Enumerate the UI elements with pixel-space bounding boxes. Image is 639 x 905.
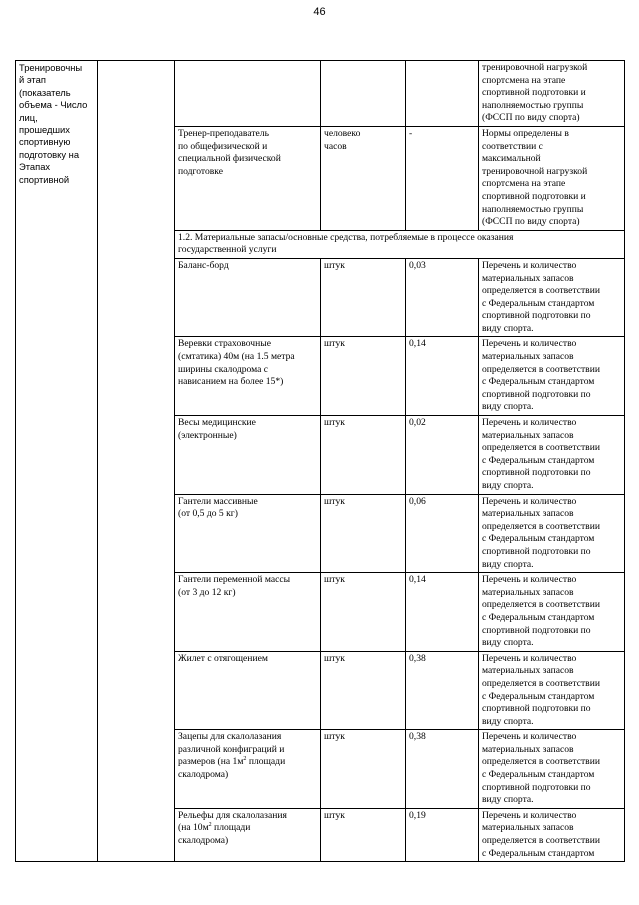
item-name-cell: Гантели массивные (от 0,5 до 5 кг)	[175, 494, 321, 573]
superscript: 2	[243, 756, 247, 763]
value-cell: 0,38	[406, 730, 479, 809]
item-name-cell: Гантели переменной массы (от 3 до 12 кг)	[175, 573, 321, 652]
value-cell: 0,19	[406, 808, 479, 861]
unit-cell: человеко часов	[321, 126, 406, 230]
item-name-cell: Весы медицинские (электронные)	[175, 416, 321, 495]
note-cell: Перечень и количество материальных запасов определяется в соответствии с Федеральным стандартом спортивной подготовки по виду спорта.	[479, 573, 625, 652]
item-name-text: Рельефы для скалолазания (на 10м	[178, 809, 287, 834]
item-name-text: площади скалодрома)	[178, 756, 286, 781]
resource-name-cell	[175, 61, 321, 127]
stage-label-cell: Тренировочны й этап (показатель объема - Число лиц, прошедших спортивную подготовку на Этапах спортивной	[16, 61, 98, 862]
value-cell: 0,06	[406, 494, 479, 573]
resource-table	[15, 60, 625, 862]
unit-cell	[321, 61, 406, 127]
value-cell: 0,14	[406, 337, 479, 416]
value-cell	[406, 61, 479, 127]
item-name-text: Зацепы для скалолазания различной конфиграций и размеров (на 1м	[178, 731, 285, 768]
note-cell: Перечень и количество материальных запасов определяется в соответствии с Федеральным стандартом	[479, 808, 625, 861]
note-cell: Нормы определены в соответствии с максимальной тренировочной нагрузкой спортсмена на этапе спортивной подготовки и наполняемостью группы (ФССП по виду спорта)	[479, 126, 625, 230]
item-name-cell	[175, 730, 321, 809]
note-cell: Перечень и количество материальных запасов определяется в соответствии с Федеральным стандартом спортивной подготовки по виду спорта.	[479, 337, 625, 416]
section-title: 1.2. Материальные запасы/основные средства, потребляемые в процессе оказания государственной услуги	[175, 230, 625, 258]
unit-cell: штук	[321, 258, 406, 337]
unit-cell: штук	[321, 808, 406, 861]
unit-cell: штук	[321, 651, 406, 730]
value-cell: 0,14	[406, 573, 479, 652]
item-name-cell: Веревки страховочные (смтатика) 40м (на 1.5 метра ширины скалодрома с нависанием на более 15*)	[175, 337, 321, 416]
note-cell: Перечень и количество материальных запасов определяется в соответствии с Федеральным стандартом спортивной подготовки по виду спорта.	[479, 494, 625, 573]
item-name-cell: Жилет с отягощением	[175, 651, 321, 730]
item-name-text: площади скалодрома)	[178, 822, 251, 847]
value-cell: -	[406, 126, 479, 230]
unit-cell: штук	[321, 416, 406, 495]
unit-cell: штук	[321, 494, 406, 573]
item-name-cell: Баланс-борд	[175, 258, 321, 337]
note-cell: Перечень и количество материальных запасов определяется в соответствии с Федеральным стандартом спортивной подготовки по виду спорта.	[479, 258, 625, 337]
unit-cell: штук	[321, 730, 406, 809]
note-cell: Перечень и количество материальных запасов определяется в соответствии с Федеральным стандартом спортивной подготовки по виду спорта.	[479, 730, 625, 809]
value-cell: 0,03	[406, 258, 479, 337]
resource-name-cell: Тренер-преподаватель по общефизической и специальной физической подготовке	[175, 126, 321, 230]
page-number: 46	[313, 6, 326, 18]
empty-cell	[98, 61, 175, 862]
unit-cell: штук	[321, 573, 406, 652]
value-cell: 0,38	[406, 651, 479, 730]
unit-cell: штук	[321, 337, 406, 416]
note-cell: тренировочной нагрузкой спортсмена на этапе спортивной подготовки и наполняемостью группы (ФССП по виду спорта)	[479, 61, 625, 127]
note-cell: Перечень и количество материальных запасов определяется в соответствии с Федеральным стандартом спортивной подготовки по виду спорта.	[479, 651, 625, 730]
note-cell: Перечень и количество материальных запасов определяется в соответствии с Федеральным стандартом спортивной подготовки по виду спорта.	[479, 416, 625, 495]
value-cell: 0,02	[406, 416, 479, 495]
superscript: 2	[208, 822, 212, 829]
item-name-cell	[175, 808, 321, 861]
table-row	[16, 61, 625, 127]
